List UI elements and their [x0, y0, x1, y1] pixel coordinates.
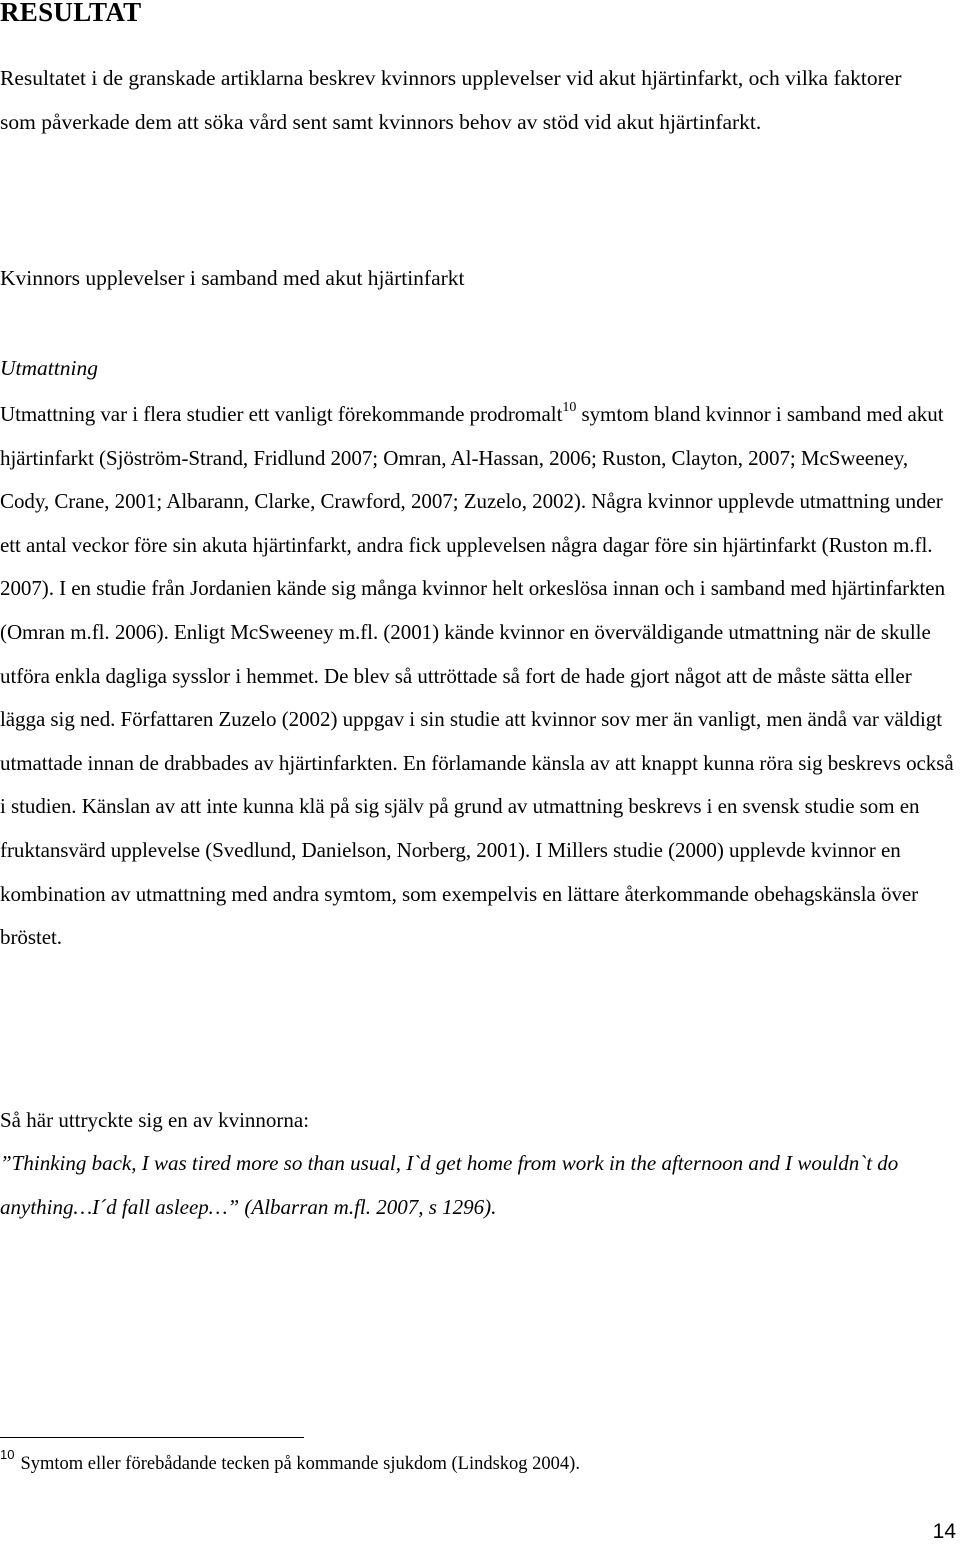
quotation: ”Thinking back, I was tired more so than usual, I`d get home from work in the afternoon and I wouldn`t do anything…I´d fall asleep…” (Albarran m.fl. 2007, s 1296).	[0, 1151, 899, 1219]
footnote-divider	[0, 1437, 304, 1438]
intro-paragraph: Resultatet i de granskade artiklarna beskrev kvinnors upplevelser vid akut hjärtinfarkt, och vilka faktorer som påverkade dem att söka vård sent samt kvinnors behov av stöd vid akut hjärtinfarkt.	[0, 66, 902, 134]
subheading: Kvinnors upplevelser i samband med akut hjärtinfarkt	[0, 266, 465, 290]
body-text-rest: symtom bland kvinnor i samband med akut hjärtinfarkt (Sjöström-Strand, Fridlund 2007; Omran, Al-Hassan, 2006; Ruston, Clayton, 2007; McSweeney, Cody, Crane, 2001; Albarann, Clarke, Crawford, 2007; Zuzelo, 2002). Några kvinnor upplevde utmattning under ett antal veckor före sin akuta hjärtinfarkt, andra fick upplevelsen några dagar före sin hjärtinfarkt (Ruston m.fl. 2007). I en studie från Jordanien kände sig många kvinnor helt orkeslösa innan och i samband med hjärtinfarkten (Omran m.fl. 2006). Enligt McSweeney m.fl. (2001) kände kvinnor en överväldigande utmattning när de skulle utföra enkla dagliga sysslor i hemmet. De blev så uttröttade så fort de hade gjort något att de måste sätta eller lägga sig ned. Författaren Zuzelo (2002) uppgav i sin studie att kvinnor sov mer än vanligt, men ändå var väldigt utmattade innan de drabbades av hjärtinfarkten. En förlamande känsla av att knappt kunna röra sig beskrevs också i studien. Känslan av att inte kunna klä på sig själv på grund av utmattning beskrevs i en svensk studie som en fruktansvärd upplevelse (Svedlund, Danielson, Norberg, 2001). I Millers studie (2000) upplevde kvinnor en kombination av utmattning med andra symtom, som exempelvis en lättare återkommande obehagskänsla över bröstet.	[0, 402, 954, 950]
body-text-start: Utmattning var i flera studier ett vanligt förekommande prodromalt	[0, 402, 563, 426]
footnote-reference: 10	[562, 400, 577, 415]
footnote	[0, 1446, 580, 1478]
footnote-text: Symtom eller förebådande tecken på kommande sjukdom (Lindskog 2004).	[20, 1454, 580, 1474]
body-paragraph	[0, 393, 956, 960]
subsubheading: Utmattning	[0, 356, 98, 380]
section-title: RESULTAT	[0, 0, 142, 27]
page-number: 14	[932, 1520, 956, 1543]
footnote-number: 10	[0, 1446, 15, 1462]
quote-lead: Så här uttryckte sig en av kvinnorna:	[0, 1108, 310, 1132]
